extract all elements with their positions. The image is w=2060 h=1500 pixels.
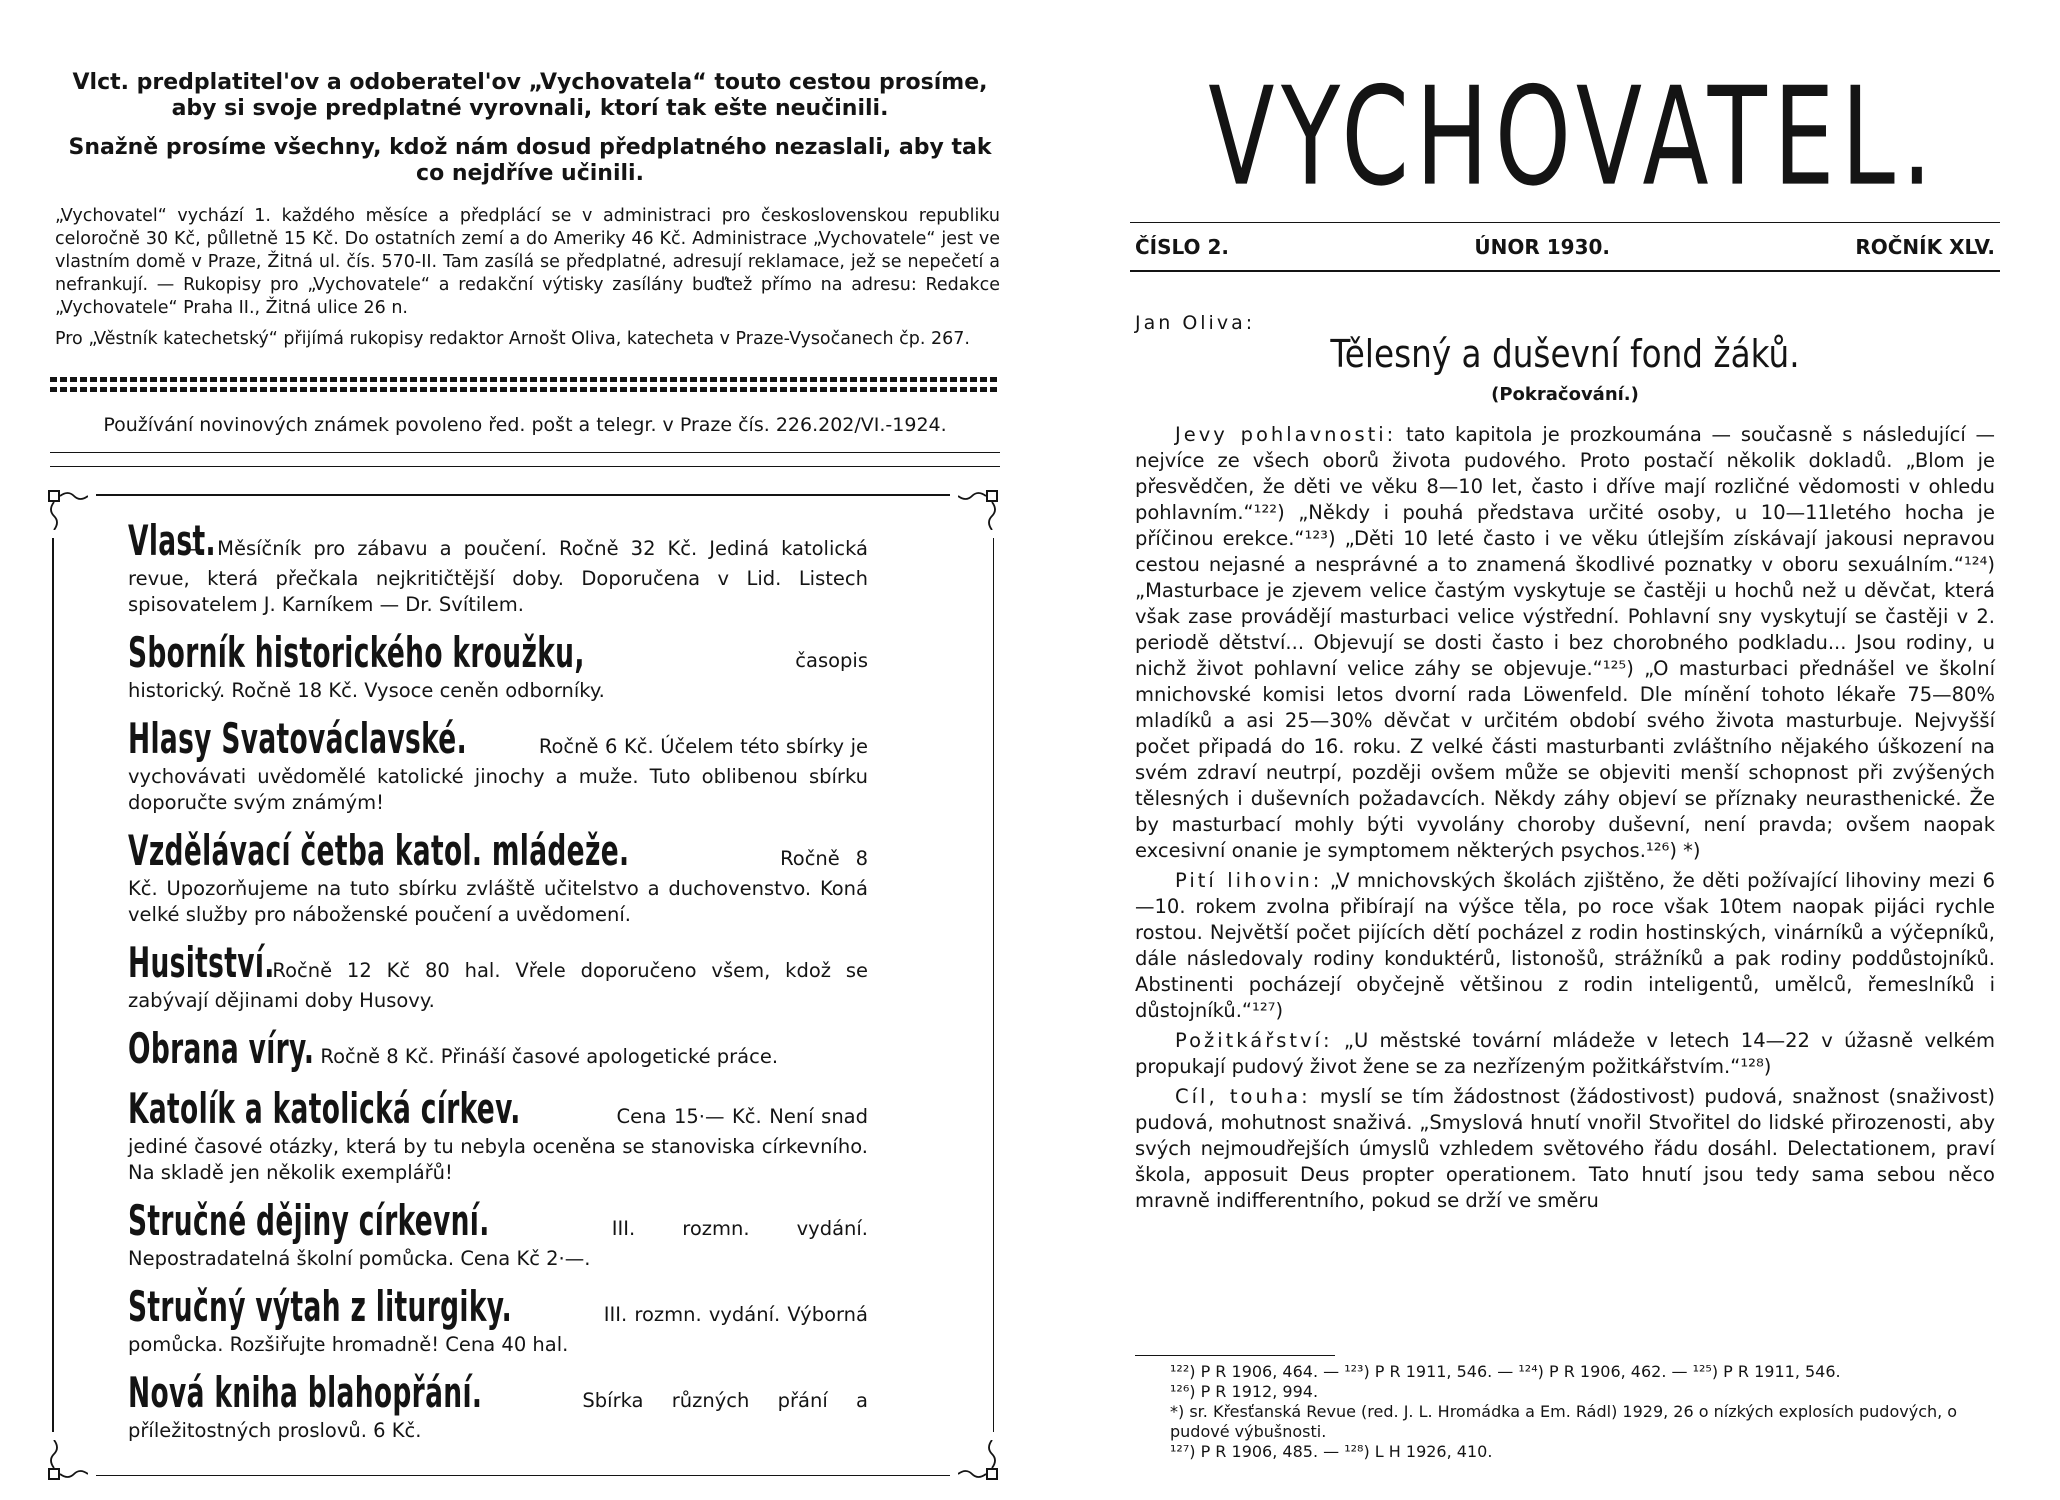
ad-text: Cena 15·— Kč. Není snad jediné časové otázky, která by tu nebyla oceněna se stanoviska církevního. Na skladě jen několik exemplářů! [128, 1105, 868, 1184]
ad-title: Husitství. [128, 938, 275, 987]
corner-ornament-icon [958, 490, 998, 530]
paragraph [1135, 868, 1995, 1024]
paragraph [1135, 422, 1995, 864]
paragraph [1135, 1084, 1995, 1214]
paragraph [1135, 1028, 1995, 1080]
ad-liturgika [128, 1282, 868, 1358]
ad-title: Nová kniha blahopřání. [128, 1368, 483, 1417]
ad-sbornik [128, 628, 868, 704]
ad-text: Ročně 8 Kč. Upozorňujeme na tuto sbírku zvláště učitelstvo a duchovenstvo. Koná velké služby pro náboženské poučení a uvědomení. [128, 847, 868, 926]
ad-text: Sbírka různých přání a příležitostných proslovů. 6 Kč. [128, 1389, 868, 1442]
slovak-subscriber-notice: Vlct. predplatitel'ov a odoberatel'ov „Vychovatela“ touto cestou prosíme, aby si svoje predplatné vyrovnali, ktorí tak ešte neučinili. [72, 70, 988, 121]
ad-vzdelavaci-cetba [128, 826, 868, 928]
ad-text: Ročně 6 Kč. Účelem této sbírky je vychovávati uvědomělé katolické jinochy a muže. Tuto oblibenou sbírku doporučte svým známým! [128, 735, 868, 814]
postal-notice: Používání novinových známek povoleno řed. pošt a telegr. v Praze čís. 226.202/VI.-1924. [103, 414, 947, 436]
ad-title: Stručné dějiny církevní. [128, 1196, 490, 1245]
footnote: ¹²²) P R 1906, 464. — ¹²³) P R 1911, 546. — ¹²⁴) P R 1906, 462. — ¹²⁵) P R 1911, 546. [1170, 1362, 1841, 1381]
dashed-divider [50, 377, 1000, 382]
ad-title: Hlasy Svatováclavské. [128, 714, 467, 763]
publication-info [55, 205, 1000, 351]
vestnik-info: Pro „Věstník katechetský“ přijímá rukopisy redaktor Arnošt Oliva, katecheta v Praze-Vysočanech čp. 267. [55, 329, 970, 349]
ad-title: Stručný výtah z liturgiky. [128, 1282, 513, 1331]
article-author: Jan Oliva: [1135, 312, 1256, 334]
footnote: ¹²⁶) P R 1912, 994. [1170, 1382, 1319, 1401]
paragraph-text: „U městské tovární mládeže v letech 14—22 v úžasně velkém propukají pudový život žene se za nezřízeným požitkářstvím.“¹²⁸) [1135, 1029, 1995, 1078]
ad-text: — Měsíčník pro zábavu a poučení. Ročně 32 Kč. Jediná katolická revue, která přečkala nejkritičtější doby. Doporučena v Lid. Listech spisovatelem J. Karníkem — Dr. Svítilem. [128, 537, 868, 616]
ad-text: III. rozmn. vydání. Nepostradatelná školní pomůcka. Cena Kč 2·—. [128, 1217, 869, 1270]
ad-hlasy-svatovaclavske [128, 714, 868, 816]
section-lead: Jevy pohlavnosti: [1175, 423, 1397, 446]
ad-vlast [128, 516, 868, 618]
ad-text: Ročně 8 Kč. Přináší časové apologetické práce. [320, 1045, 779, 1068]
subscription-info: „Vychovatel“ vychází 1. každého měsíce a předplácí se v administraci pro československou republiku celoročně 30 Kč, půlletně 15 Kč. Do ostatních zemí a do Ameriky 46 Kč. Administrace „Vychovatele“ jest ve vlastním domě v Praze, Žitná ul. čís. 570-II. Tam zasílá se předplatné, adresují reklamace, jež se nepečetí a nefrankují. — Rukopisy pro „Vychovatele“ a redakční výtisky zasílány buďtež přímo na adresu: Redakce „Vychovatele“ Praha II., Žitná ulice 26 n. [55, 206, 1000, 318]
frame-right-rule [993, 538, 995, 1432]
article-title: Tělesný a duševní fond žáků. [1330, 332, 1800, 376]
ad-title: Obrana víry. [128, 1024, 315, 1073]
corner-ornament-icon [48, 1440, 88, 1480]
dashed-divider [50, 387, 1000, 392]
ad-katolik [128, 1084, 868, 1186]
czech-subscriber-notice: Snažně prosíme všechny, kdož nám dosud předplatného nezaslali, aby tak co nejdříve učinili. [68, 135, 992, 186]
frame-bottom-rule [96, 1475, 950, 1477]
frame-left-rule [52, 538, 54, 1432]
ad-husitstvi [128, 938, 868, 1014]
paragraph-text: myslí se tím žádostnost (žádostivost) pudová, snažnost (snaživost) pudová, mohutnost snaživá. „Smyslová hnutí vnořil Stvořitel do lidské přirozenosti, aby svých nejmoudřejších úmyslů vzhledem světového řádu dosáhl. Delectationem, praví škola, apposuit Deus propter operationem. Tato hnutí jsou tedy sama sebou něco mravně indifferentního, pokud se drží ve směru [1135, 1085, 1996, 1212]
corner-ornament-icon [958, 1440, 998, 1480]
corner-ornament-icon [48, 490, 88, 530]
article-subtitle: (Pokračování.) [1491, 384, 1639, 405]
ad-title: Katolík a katolická církev. [128, 1084, 521, 1133]
rule [50, 452, 1000, 453]
ad-obrana-viry [128, 1024, 868, 1074]
advertisement-list [128, 516, 868, 1454]
footnote-rule [1135, 1355, 1335, 1356]
ad-text: Ročně 12 Kč 80 hal. Vřele doporučeno všem, kdož se zabývají dějinami doby Husovy. [128, 959, 869, 1012]
section-lead: Požitkářství: [1175, 1029, 1333, 1052]
rule [1130, 270, 2000, 272]
paragraph-text: „V mnichovských školách zjištěno, že děti požívající lihoviny mezi 6—10. rokem zvolna přibírají na výšce těla, po roce však 10tem naopak pijáci rychle rostou. Největší počet pijících dětí pocházel z rodin hostinských, vinárníků a výčepníků, dále následovaly rodiny konduktérů, listonošů, strážníků a pak rodiny poddůstojníků. Abstinenti pocházejí obyčejně většinou z rodin inteligentů, umělců, řemeslníků i důstojníků.“¹²⁷) [1135, 869, 1995, 1022]
ad-title: Vlast. [128, 516, 216, 565]
ad-title: Sborník historického kroužku, [128, 628, 585, 677]
frame-top-rule [96, 494, 950, 496]
ad-blahoprani [128, 1368, 868, 1444]
footnote: ¹²⁷) P R 1906, 485. — ¹²⁸) L H 1926, 410. [1170, 1442, 1493, 1461]
volume-number: ROČNÍK XLV. [1855, 235, 1995, 259]
issue-line [1135, 235, 1995, 259]
section-lead: Pití lihovin: [1175, 869, 1323, 892]
issue-number: ČÍSLO 2. [1135, 235, 1230, 259]
right-page [1100, 0, 2020, 1500]
rule [1130, 222, 2000, 223]
ad-text: časopis historický. Ročně 18 Kč. Vysoce ceněn odborníky. [128, 649, 868, 702]
ad-title: Vzdělávací četba katol. mládeže. [128, 826, 630, 875]
paragraph-text: tato kapitola je prozkoumána — současně s následující — nejvíce ze všech oborů života pudového. Proto postačí několik dokladů. „Blom je přesvědčen, že děti ve věku 8—10 let, často i dříve mají rozličné vědomosti v ohledu pohlavním.“¹²²) „Někdy i pouhá představa určité osoby, u 10—11letého hocha je příčinou erekce.“¹²³) „Děti 10 leté často i ve věku útlejším získávají jakousi nepravou cestou nejasné a nesprávné a to znamená škodlivé poznatky v oboru sexuálním.“¹²⁴) „Masturbace je zjevem velice častým vyskytuje se častěji u hochů než u děvčat, která však zase provádějí masturbaci velice výstřední. Pohlavní sny vyskytují se častěji v 2. periodě dětství... Objevují se dosti často i bez chorobného podkladu... Jsou rodiny, u nichž život pohlavní velice záhy se objevuje.“¹²⁵) „O masturbaci přednášel ve školní mnichovské komisi letos dvorní rada Löwenfeld. Dle mínění tohoto lékaře 75—80% mladíků a asi 25—30% děvčat v určitém období svého života masturbuje. Nejvyšší počet připadá do 16. roku. Z velké části masturbanti zvláštního nějakého úškození na svém zdraví neutrpí, později ovšem může se objeviti menší schopnost při zvýšených tělesných i duševních požadavcích. Někdy záhy objeví se příznaky neurasthenické. Že by masturbací mohly býti vyvolány choroby duševní, není pravda; ovšem naopak excesivní onanie je symptomem některých psychos.¹²⁶) *) [1135, 423, 1995, 862]
issue-date: ÚNOR 1930. [1474, 235, 1610, 259]
footnote: *) sr. Křesťanská Revue (red. J. L. Hromádka a Em. Rádl) 1929, 26 o nízkých explosích pudových, o pudové výbušnosti. [1170, 1402, 1958, 1441]
section-lead: Cíl, touha: [1175, 1085, 1311, 1108]
masthead: VYCHOVATEL. [1208, 57, 1939, 216]
footnotes [1135, 1362, 1995, 1462]
article-body [1135, 422, 1995, 1218]
ad-strucne-dejiny [128, 1196, 868, 1272]
rule [50, 466, 1000, 467]
ad-text: III. rozmn. vydání. Výborná pomůcka. Rozšiřujte hromadně! Cena 40 hal. [128, 1303, 868, 1356]
